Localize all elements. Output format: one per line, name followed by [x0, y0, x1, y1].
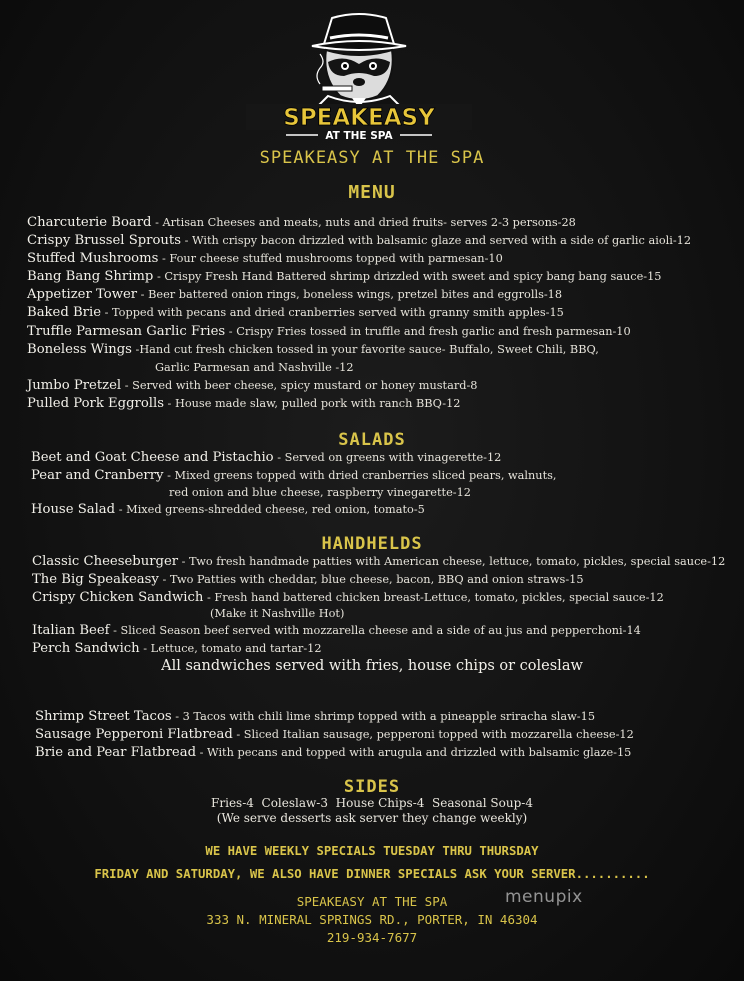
menu-item: Pulled Pork Eggrolls - House made slaw, pulled pork with ranch BBQ-12 [27, 396, 461, 411]
logo-brand: SPEAKEASY [283, 105, 435, 131]
restaurant-subtitle: SPEAKEASY AT THE SPA [259, 148, 485, 168]
menu-title: MENU [348, 182, 396, 203]
raccoon-gangster-icon [246, 4, 472, 144]
footer-address: 333 N. MINERAL SPRINGS RD., PORTER, IN 46304 [206, 912, 538, 927]
footer-name: SPEAKEASY AT THE SPA [296, 894, 448, 909]
sides-list: Fries-4 Coleslaw-3 House Chips-4 Seasonal Soup-4 [211, 796, 533, 810]
menu-item-continuation: Garlic Parmesan and Nashville -12 [155, 361, 354, 374]
menu-item-continuation: (Make it Nashville Hot) [210, 607, 345, 620]
menu-item: Truffle Parmesan Garlic Fries - Crispy Fries tossed in truffle and fresh garlic and fresh parmesan-10 [27, 324, 631, 339]
menu-item: Pear and Cranberry - Mixed greens topped with dried cranberries sliced pears, walnuts, [31, 468, 557, 483]
menu-item: Bang Bang Shrimp - Crispy Fresh Hand Battered shrimp drizzled with sweet and spicy bang bang sauce-15 [27, 269, 662, 284]
menu-item: Brie and Pear Flatbread - With pecans and topped with arugula and drizzled with balsamic glaze-15 [35, 745, 632, 760]
logo-tagline: AT THE SPA [325, 130, 393, 142]
menupix-watermark: menupix [505, 887, 583, 907]
sides-note: (We serve desserts ask server they change weekly) [216, 811, 528, 825]
footer-phone: 219-934-7677 [326, 930, 418, 945]
salads-title: SALADS [338, 430, 406, 450]
sandwich-note: All sandwiches served with fries, house chips or coleslaw [161, 658, 583, 674]
menu-item: Crispy Brussel Sprouts - With crispy bacon drizzled with balsamic glaze and served with a side of garlic aioli-12 [27, 233, 692, 248]
menu-item-continuation: red onion and blue cheese, raspberry vinegarette-12 [169, 486, 471, 499]
menu-item: Charcuterie Board - Artisan Cheeses and meats, nuts and dried fruits- serves 2-3 persons-28 [27, 215, 576, 230]
menu-item: Crispy Chicken Sandwich - Fresh hand battered chicken breast-Lettuce, tomato, pickles, special sauce-12 [32, 590, 664, 605]
menu-item: The Big Speakeasy - Two Patties with cheddar, blue cheese, bacon, BBQ and onion straws-15 [32, 572, 584, 587]
menu-item: Jumbo Pretzel - Served with beer cheese, spicy mustard or honey mustard-8 [27, 378, 478, 393]
handhelds-title: HANDHELDS [321, 534, 423, 554]
menu-item: Classic Cheeseburger - Two fresh handmade patties with American cheese, lettuce, tomato, pickles, special sauce-12 [32, 554, 726, 569]
menu-item: Beet and Goat Cheese and Pistachio - Served on greens with vinagerette-12 [31, 450, 502, 465]
specials-line-2: FRIDAY AND SATURDAY, WE ALSO HAVE DINNER SPECIALS ASK YOUR SERVER.......... [94, 867, 650, 881]
menu-item: Shrimp Street Tacos - 3 Tacos with chili lime shrimp topped with a pineapple sriracha slaw-15 [35, 709, 596, 724]
menu-item: Boneless Wings -Hand cut fresh chicken tossed in your favorite sauce- Buffalo, Sweet Chili, BBQ, [27, 342, 599, 357]
menu-item: Stuffed Mushrooms - Four cheese stuffed mushrooms topped with parmesan-10 [27, 251, 503, 266]
menu-item: Perch Sandwich - Lettuce, tomato and tartar-12 [32, 641, 322, 656]
menu-item: Appetizer Tower - Beer battered onion rings, boneless wings, pretzel bites and eggrolls-18 [27, 287, 563, 302]
menu-item: House Salad - Mixed greens-shredded cheese, red onion, tomato-5 [31, 502, 425, 517]
menu-item: Baked Brie - Topped with pecans and dried cranberries served with granny smith apples-15 [27, 305, 564, 320]
menu-item: Italian Beef - Sliced Season beef served with mozzarella cheese and a side of au jus and pepperchoni-14 [32, 623, 641, 638]
menu-item: Sausage Pepperoni Flatbread - Sliced Italian sausage, pepperoni topped with mozzarella cheese-12 [35, 727, 634, 742]
specials-line-1: WE HAVE WEEKLY SPECIALS TUESDAY THRU THURSDAY [205, 844, 539, 858]
speakeasy-logo [246, 4, 472, 144]
sides-title: SIDES [343, 777, 401, 797]
